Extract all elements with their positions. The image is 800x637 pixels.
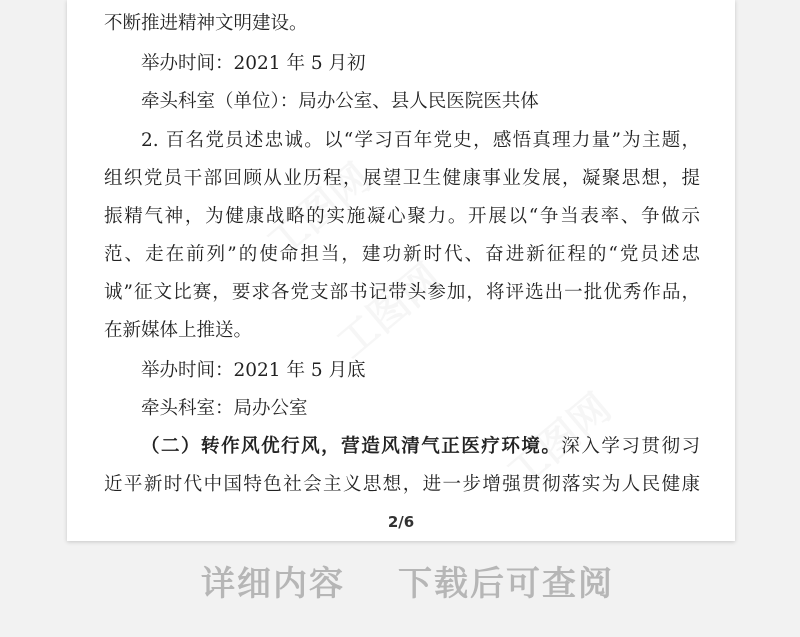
paragraph-line: 2. 百名党员述忠诚。以“学习百年党史，感悟真理力量”为主题， xyxy=(141,130,700,151)
paragraph-line: 举办时间：2021 年 5 月底 xyxy=(141,360,366,381)
paragraph-line: 近平新时代中国特色社会主义思想，进一步增强贯彻落实为人民健康 xyxy=(104,474,700,495)
footer-right-text: 下载后可查阅 xyxy=(398,564,614,604)
paragraph-line: 振精气神，为健康战略的实施凝心聚力。开展以“争当表率、争做示 xyxy=(104,206,700,227)
paragraph-line: 组织党员干部回顾从业历程，展望卫生健康事业发展，凝聚思想，提 xyxy=(104,168,700,189)
section-heading: （二）转作风优行风，营造风清气正医疗环境。 xyxy=(141,436,562,457)
footer-left-text: 详细内容 xyxy=(201,564,345,604)
paragraph-line: 诚”征文比赛，要求各党支部书记带头参加，将评选出一批优秀作品， xyxy=(104,282,700,303)
paragraph-line: （二）转作风优行风，营造风清气正医疗环境。深入学习贯彻习 xyxy=(141,436,700,457)
download-prompt xyxy=(0,561,800,607)
paragraph-line: 举办时间：2021 年 5 月初 xyxy=(141,53,366,74)
paragraph-line: 牵头科室（单位）：局办公室、县人民医院医共体 xyxy=(141,91,539,112)
paragraph-line: 牵头科室：局办公室 xyxy=(141,398,308,419)
paragraph-line: 在新媒体上推送。 xyxy=(104,320,253,341)
document-page xyxy=(67,0,735,541)
paragraph-line: 不断推进精神文明建设。 xyxy=(104,13,308,34)
paragraph-line: 范、走在前列”的使命担当，建功新时代、奋进新征程的“党员述忠 xyxy=(104,244,700,265)
page-number: 2/6 xyxy=(387,513,415,531)
